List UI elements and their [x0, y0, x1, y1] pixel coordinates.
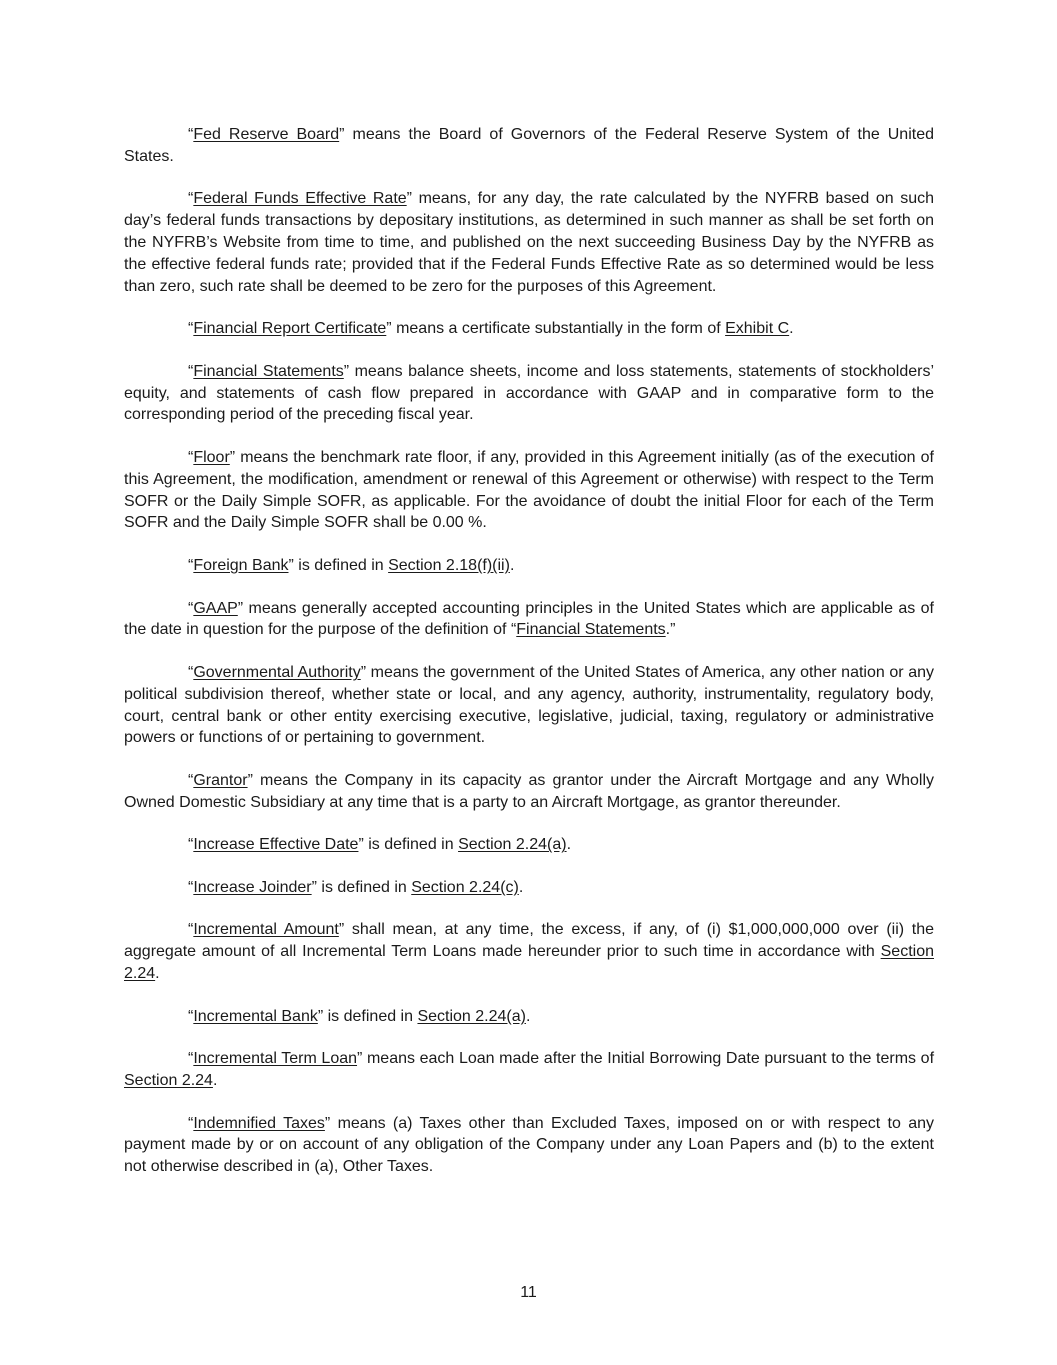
definition-text: ” is defined in: [317, 1007, 418, 1025]
definition-text: ” means a certificate substantially in the form of: [386, 320, 726, 338]
defined-term: Federal Funds Effective Rate: [193, 190, 407, 208]
cross-reference: Section 2.24(c): [411, 878, 519, 896]
defined-term: Floor: [193, 448, 230, 466]
definition-text: “: [188, 362, 194, 380]
definition-text: ” shall mean, at any time, the excess, if any, of (i) $1,000,000,000 over (ii) the aggregate amount of all Incremental Term Loans made hereunder prior to such time in accordance with: [124, 921, 935, 961]
definition-paragraph: [124, 318, 934, 340]
definition-text: .: [789, 320, 794, 338]
defined-term: Foreign Bank: [193, 556, 289, 574]
definition-text: “: [188, 878, 194, 896]
definition-paragraph: [124, 919, 934, 984]
definitions-section: [124, 124, 934, 1199]
definition-text: “: [188, 921, 194, 939]
definition-text: “: [188, 836, 194, 854]
definition-paragraph: [124, 1113, 934, 1178]
definition-text: .”: [665, 621, 676, 639]
cross-reference: Section 2.24(a): [458, 836, 567, 854]
definition-text: ” is defined in: [358, 836, 459, 854]
definition-text: ” means the government of the United States of America, any other nation or any political subdivision thereof, whether state or local, and any agency, authority, instrumentality, regulatory body, court, central bank or other entity exercising executive, legislative, judicial, taxing, regulatory or administrative powers or functions of or pertaining to government.: [124, 663, 935, 747]
definition-text: “: [188, 448, 194, 466]
definition-text: “: [188, 190, 194, 208]
definition-text: ” is defined in: [311, 878, 412, 896]
definition-paragraph: [124, 1006, 934, 1028]
defined-term: Incremental Bank: [193, 1007, 318, 1025]
definition-text: .: [525, 1007, 531, 1025]
cross-reference: Section 2.24: [124, 943, 934, 983]
definition-paragraph: [124, 188, 934, 297]
definition-text: “: [188, 126, 194, 143]
definition-paragraph: [124, 555, 934, 577]
definition-text: “: [188, 320, 194, 338]
defined-term: Grantor: [193, 771, 248, 789]
definition-text: ” means, for any day, the rate calculated by the NYFRB based on such day’s federal funds transactions by depositary institutions, as determined in such manner as shall be set forth on the NYFRB’s Website from time to time, and published on the next succeeding Business Day by the NYFRB as the effective federal funds rate; provided that if the Federal Funds Effective Rate as so determined would be less than zero, such rate shall be deemed to be zero for the purposes of this Agreement.: [124, 190, 934, 295]
definition-paragraph: [124, 124, 934, 168]
cross-reference: Exhibit C: [725, 320, 790, 338]
definition-text: ” means the benchmark rate floor, if any, provided in this Agreement initially (as of the execution of this Agreement, the modification, amendment or renewal of this Agreement or otherwise) with respect to the Term SOFR or the Daily Simple SOFR, as applicable. For the avoidance of doubt the initial Floor for each of the Term SOFR and the Daily Simple SOFR shall be 0.00 %.: [124, 448, 934, 532]
defined-term: Financial Statements: [193, 362, 344, 380]
cross-reference: Section 2.18(f)(ii): [388, 556, 510, 574]
defined-term: Governmental Authority: [193, 663, 361, 681]
definition-text: “: [188, 1007, 194, 1025]
definition-text: “: [188, 599, 194, 617]
definition-paragraph: [124, 834, 934, 856]
defined-term: Incremental Amount: [193, 921, 339, 939]
definition-text: .: [212, 1072, 218, 1090]
defined-term: Indemnified Taxes: [193, 1114, 325, 1132]
definition-text: ” means (a) Taxes other than Excluded Taxes, imposed on or with respect to any payment made by or on account of any obligation of the Company under any Loan Papers and (b) to the extent not otherwise described in (a), Other Taxes.: [124, 1114, 935, 1176]
definition-text: ” means the Board of Governors of the Federal Reserve System of the United States.: [124, 126, 935, 165]
definition-text: “: [188, 771, 194, 789]
definition-text: .: [155, 965, 160, 983]
cross-reference: Section 2.24: [124, 1072, 213, 1090]
definition-text: “: [188, 1050, 194, 1068]
definition-paragraph: [124, 447, 934, 534]
definition-text: ” means generally accepted accounting principles in the United States which are applicable as of the date in question for the purpose of the definition of “: [124, 599, 934, 639]
defined-term: Financial Report Certificate: [193, 320, 387, 338]
definition-paragraph: [124, 598, 934, 642]
defined-term: Increase Effective Date: [193, 836, 359, 854]
cross-reference: Section 2.24(a): [417, 1007, 526, 1025]
cross-reference: Financial Statements: [516, 621, 666, 639]
definition-paragraph: [124, 877, 934, 899]
definition-text: ” means each Loan made after the Initial Borrowing Date pursuant to the terms of: [357, 1050, 935, 1068]
defined-term: GAAP: [193, 599, 238, 617]
defined-term: Incremental Term Loan: [193, 1050, 358, 1068]
definition-text: .: [509, 556, 515, 574]
definition-text: “: [188, 556, 194, 574]
definition-text: .: [566, 836, 572, 854]
definition-text: “: [188, 663, 194, 681]
defined-term: Increase Joinder: [193, 878, 312, 896]
definition-text: ” means balance sheets, income and loss statements, statements of stockholders’ equity, and statements of cash flow prepared in accordance with GAAP and in comparative form to the corresponding period of the preceding fiscal year.: [124, 362, 935, 424]
definition-text: ” means the Company in its capacity as grantor under the Aircraft Mortgage and any Wholly Owned Domestic Subsidiary at any time that is a party to an Aircraft Mortgage, as grantor thereunder.: [124, 771, 934, 811]
page-number: 11: [520, 1284, 537, 1301]
definition-paragraph: [124, 770, 934, 814]
defined-term: Fed Reserve Board: [193, 126, 340, 143]
definition-text: “: [188, 1114, 194, 1132]
definition-paragraph: [124, 662, 934, 749]
definition-paragraph: [124, 361, 934, 426]
definition-text: .: [518, 878, 524, 896]
definition-text: ” is defined in: [288, 556, 389, 574]
definition-paragraph: [124, 1048, 934, 1092]
